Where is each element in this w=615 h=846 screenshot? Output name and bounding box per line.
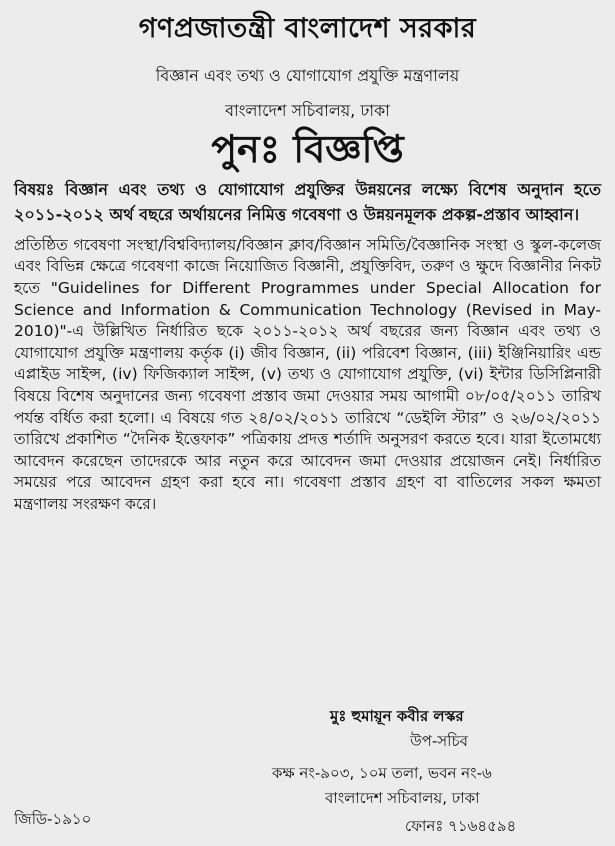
signer-designation: উপ-সচিব xyxy=(410,732,468,750)
government-heading: গণপ্রজাতন্ত্রী বাংলাদেশ সরকার xyxy=(138,13,477,44)
signer-name: মুঃ হুমায়ূন কবীর লস্কর xyxy=(330,707,464,725)
ministry-name: বিজ্ঞান এবং তথ্য ও যোগাযোগ প্রযুক্তি মন্ত্রণালয় xyxy=(155,66,460,85)
notice-subject: বিষয়ঃ বিজ্ঞান এবং তথ্য ও যোগাযোগ প্রযুক্তির উন্নয়নের লক্ষ্যে বিশেষ অনুদান হতে ২০১১-২০১২ অর্থ বছরে অর্থায়নের নিমিত্ত গবেষণা ও উন্নয়নমূলক প্রকল্প-প্রস্তাব আহ্বান। xyxy=(14,179,601,224)
office-room: কক্ষ নং-৯০৩, ১০ম তলা, ভবন নং-৬ xyxy=(272,764,492,782)
office-location: বাংলাদেশ সচিবালয়, ঢাকা xyxy=(325,789,480,807)
notice-body: প্রতিষ্ঠিত গবেষণা সংস্থা/বিশ্ববিদ্যালয়/বিজ্ঞান ক্লাব/বিজ্ঞান সমিতি/বৈজ্ঞানিক সংস্থা ও স্কুল-কলেজ এবং বিভিন্ন ক্ষেত্রে গবেষণা কাজে নিয়োজিত বিজ্ঞানী, প্রযুক্তিবিদ, তরুণ ও ক্ষুদে বিজ্ঞানীর নিকট হতে "Guidelines for Different Programmes under Special Allocation for Science and Information & Communication Technology (Revised in May-2010)"-এ উল্লিখিত নির্ধারিত ছকে ২০১১-২০১২ অর্থ বছরের জন্য বিজ্ঞান এবং তথ্য ও যোগাযোগ প্রযুক্তি মন্ত্রণালয় কর্তৃক (i) জীব বিজ্ঞান, (ii) পরিবেশ বিজ্ঞান, (iii) ইঞ্জিনিয়ারিং এন্ড এপ্লাইড সাইন্স, (iv) ফিজিক্যাল সাইন্স, (v) তথ্য ও যোগাযোগ প্রযুক্তি, (vi) ইন্টার ডিসিপ্লিনারী বিষয়ে বিশেষ অনুদানের জন্য গবেষণা প্রস্তাব জমা দেওয়ার সময় আগামী ০৮/০৫/২০১১ তারিখ পর্যন্ত বর্ধিত করা হলো। এ বিষয়ে গত ২৪/০২/২০১১ তারিখে “ডেইলি স্টার” ও ২৬/০২/২০১১ তারিখে প্রকাশিত “দৈনিক ইত্তেফাক” পত্রিকায় প্রদত্ত শর্তাদি অনুসরণ করতে হবে। যারা ইতোমধ্যে আবেদন করেছেন তাদেরকে আর নতুন করে আবেদন জমা দেওয়ার প্রয়োজন নেই। নির্ধারিত সময়ের পরে আবেদন গ্রহণ করা হবে না। গবেষণা প্রস্তাব গ্রহণ বা বাতিলের সকল ক্ষমতা মন্ত্রণালয় সংরক্ষণ করে। xyxy=(14,235,601,513)
gd-number: জিডি-১৯১০ xyxy=(14,810,92,828)
notice-title: পুনঃ বিজ্ঞপ্তি xyxy=(211,127,404,171)
secretariat-address: বাংলাদেশ সচিবালয়, ঢাকা xyxy=(225,101,390,120)
phone-number: ফোনঃ ৭১৬৪৫৯৪ xyxy=(405,817,517,835)
